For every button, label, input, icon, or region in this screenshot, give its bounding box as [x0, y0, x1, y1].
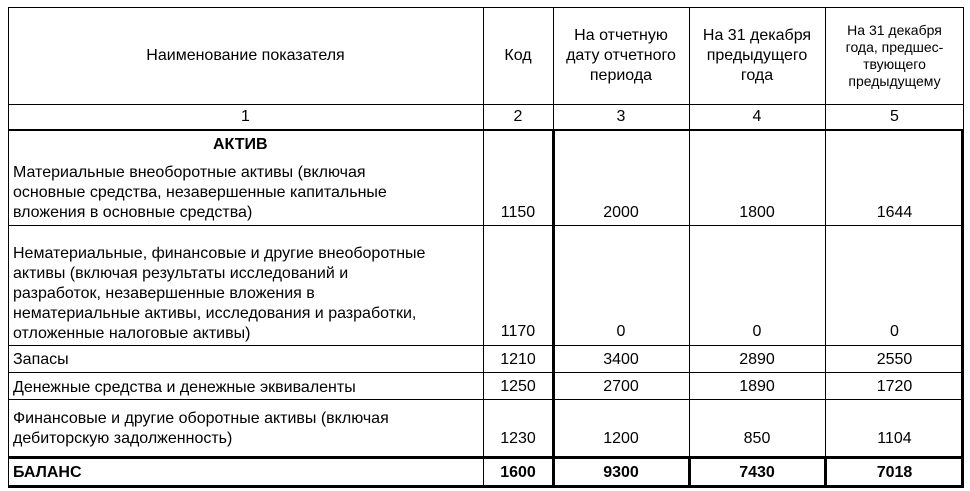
colnum-4: 4: [752, 108, 762, 125]
row-name: Денежные средства и денежные эквиваленты: [13, 379, 356, 396]
total-value-4: 7430: [739, 464, 775, 481]
section-title: АКТИВ: [213, 136, 268, 153]
total-value-5: 7018: [876, 464, 913, 481]
total-name: БАЛАНС: [13, 464, 82, 481]
grid-line: [8, 225, 964, 226]
row-value-3: 0: [616, 323, 626, 340]
grid-line: [8, 104, 964, 105]
grid-line: [8, 345, 964, 346]
grid-line: [8, 399, 964, 400]
header-current-period: На отчетную дату отчетного периода: [566, 26, 676, 84]
row-value-5: 1104: [877, 430, 912, 447]
grid-line: [689, 7, 690, 456]
grid-line: [961, 129, 964, 488]
grid-line: [483, 7, 484, 488]
grid-line: [552, 129, 555, 488]
grid-line: [8, 485, 964, 488]
grid-line: [553, 7, 554, 129]
grid-line: [8, 456, 964, 459]
balance-sheet-table: [8, 7, 964, 488]
row-code: 1250: [500, 378, 536, 395]
row-name: Нематериальные, финансовые и другие внеоборотные активы (включая результаты исследований и разработок, незавершенные вложения в нематериальные активы, исследования и разработки, отложенные налоговые активы): [13, 245, 426, 342]
row-value-3: 2700: [603, 378, 639, 395]
row-name: Запасы: [13, 351, 69, 368]
row-code: 1230: [500, 430, 536, 447]
colnum-5: 5: [890, 108, 899, 125]
row-code: 1150: [500, 204, 536, 221]
row-value-5: 1644: [876, 204, 913, 221]
row-value-3: 3400: [603, 351, 639, 368]
grid-line: [963, 7, 964, 129]
grid-line: [8, 7, 9, 488]
row-code: 1170: [500, 323, 536, 340]
colnum-1: 1: [241, 108, 250, 125]
grid-line: [8, 7, 964, 8]
colnum-3: 3: [616, 108, 626, 125]
header-code: Код: [504, 46, 532, 64]
row-value-3: 2000: [603, 204, 639, 221]
grid-line: [8, 129, 964, 131]
grid-line: [8, 372, 964, 373]
row-value-5: 1720: [876, 378, 913, 395]
total-value-3: 9300: [603, 464, 639, 481]
total-code: 1600: [500, 464, 536, 481]
colnum-2: 2: [513, 108, 523, 125]
header-prev-year: На 31 декабря предыдущего года: [702, 26, 812, 84]
grid-line: [688, 456, 691, 488]
row-name: Материальные внеоборотные активы (включая основные средства, незавершенные капитальные вложения в основные средства): [13, 164, 387, 221]
row-name: Финансовые и другие оборотные активы (включая дебиторскую задолженность): [13, 410, 389, 447]
row-value-4: 1890: [739, 378, 775, 395]
header-year-before-prev: На 31 декабря года, предшес- твующего предыдущему: [845, 21, 944, 89]
row-value-4: 1800: [739, 204, 775, 221]
row-value-4: 850: [743, 430, 771, 447]
row-value-4: 0: [752, 323, 762, 340]
grid-line: [824, 456, 827, 488]
row-value-3: 1200: [603, 430, 639, 447]
header-name: Наименование показателя: [146, 46, 345, 64]
row-value-5: 2550: [876, 351, 913, 368]
row-code: 1210: [500, 351, 536, 368]
grid-line: [825, 7, 826, 456]
row-value-5: 0: [890, 323, 899, 340]
row-value-4: 2890: [739, 351, 775, 368]
